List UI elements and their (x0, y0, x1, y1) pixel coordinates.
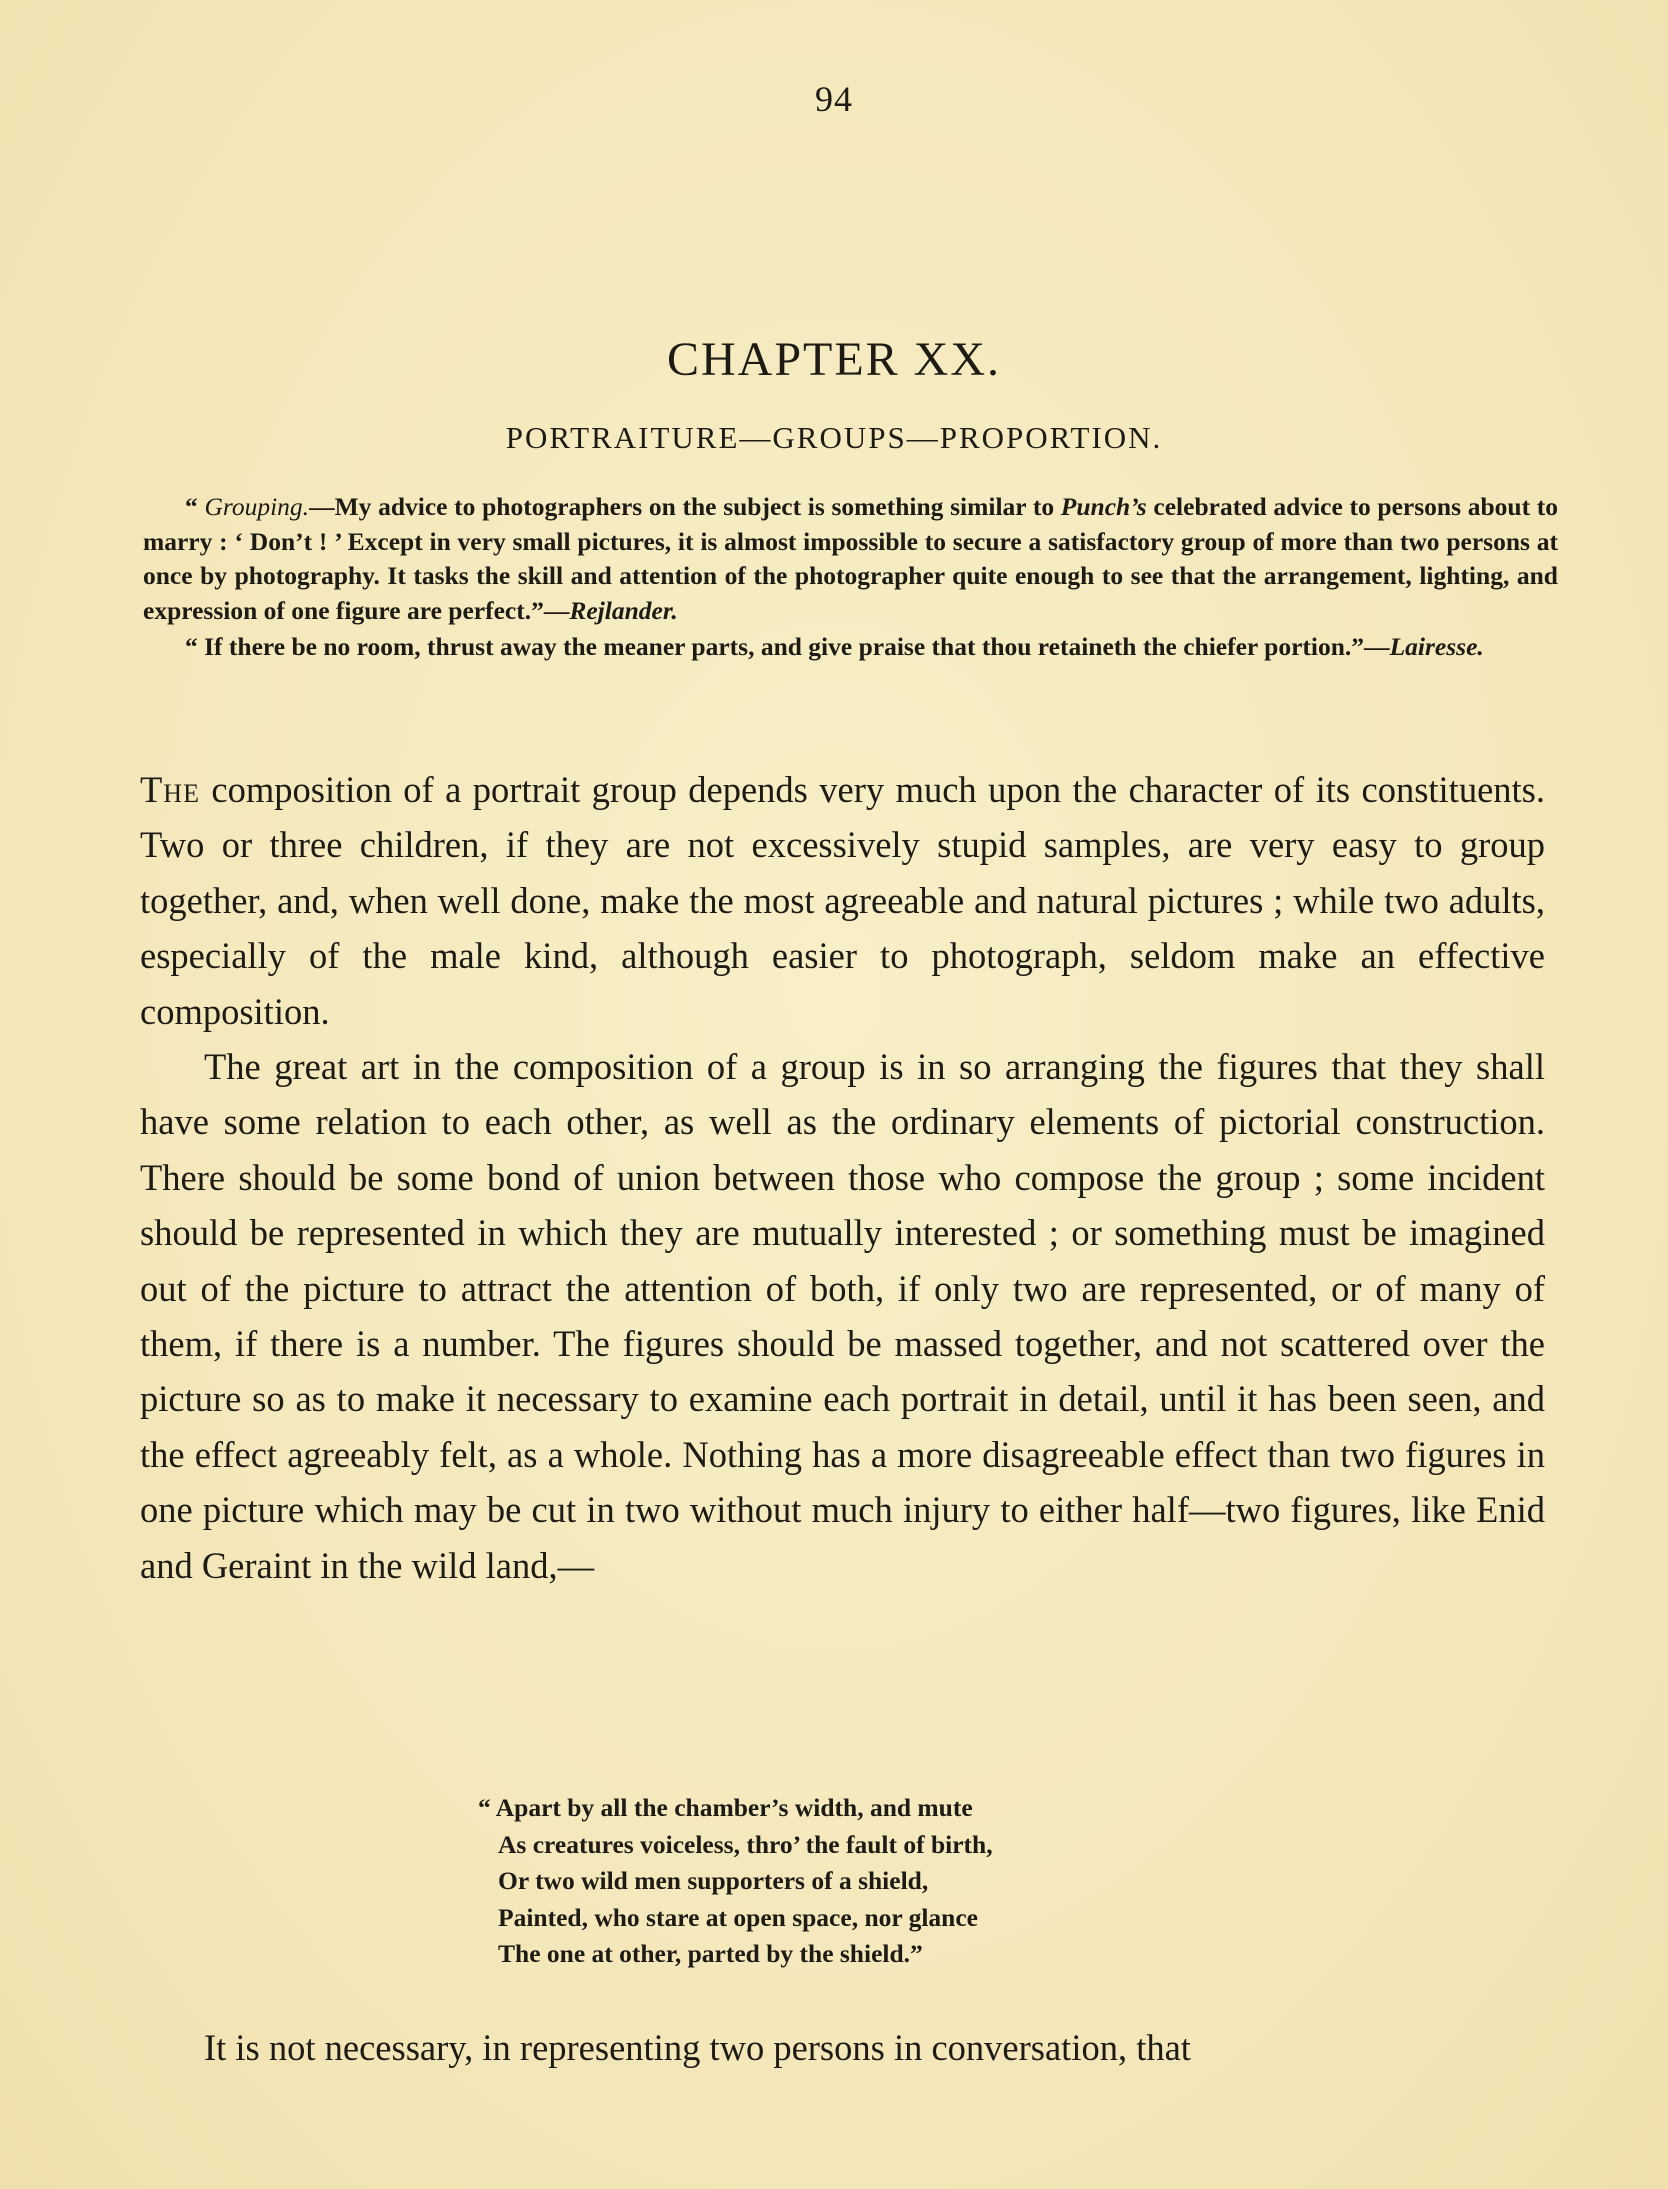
poem-line: The one at other, parted by the shield.” (498, 1939, 923, 1968)
epigraph-open-quote: “ (185, 492, 205, 521)
chapter-title: CHAPTER XX. (666, 333, 1002, 386)
paragraph-text: composition of a portrait group depends very much upon the character of its constituents. Two or three children, if they are not excessively stupid samples, are very easy to group together, and, when well done, make the most agreeable and natural pictures ; while two adults, especially of the male kind, although easier to photograph, seldom make an effective composition. (140, 769, 1545, 1032)
poem-line: “ Apart by all the chamber’s width, and mute (478, 1793, 973, 1822)
page-number: 94 (815, 79, 853, 119)
epigraph-attribution: Rejlander. (569, 595, 678, 625)
epigraph-text-continued: celebrated advice to persons about to marry : ‘ Don’t ! ’ Except in very small pictures, it is almost impossible to secure a satisfactory group of more than two persons at once by photography. It tasks the skill and attention of the photographer quite enough to see that the arrangement, lighting, and expression of one figure are perfect.”— (143, 492, 1559, 625)
epigraph-lairesse (143, 630, 1558, 665)
epigraph-punch: Punch’s (1060, 492, 1147, 521)
chapter-subtitle: PORTRAITURE—GROUPS—PROPORTION. (505, 420, 1163, 455)
poem-quotation (478, 1790, 1298, 1973)
body-text (140, 762, 1545, 1593)
paragraph-lead-word: The (140, 769, 200, 810)
epigraph-text: “ If there be no room, thrust away the meaner parts, and give praise that thou retaineth the chiefer portion.”— (185, 632, 1390, 662)
poem-line: As creatures voiceless, thro’ the fault of birth, (498, 1829, 993, 1859)
paragraph (140, 762, 1545, 1039)
epigraph-attribution: Lairesse. (1389, 632, 1484, 662)
epigraph-text: —My advice to photographers on the subject is something similar to (309, 492, 1061, 521)
closing-paragraph: It is not necessary, in representing two persons in conversation, that (204, 2027, 1191, 2068)
poem-line: Or two wild men supporters of a shield, (498, 1866, 929, 1895)
paragraph: The great art in the composition of a group is in so arranging the figures that they shall have some relation to each other, as well as the ordinary elements of pictorial construction. There should be some bond of union between those who compose the group ; some incident should be represented in which they are mutually interested ; or something must be imagined out of the picture to attract the attention of both, if only two are represented, or of many of them, if there is a number. The figures should be massed together, and not scattered over the picture so as to make it necessary to examine each portrait in detail, until it has been seen, and the effect agreeably felt, as a whole. Nothing has a more disagreeable effect than two figures in one picture which may be cut in two without much injury to either half—two figures, like Enid and Geraint in the wild land,— (140, 1046, 1545, 1586)
epigraph-lead-term: Grouping. (204, 492, 310, 521)
poem-line: Painted, who stare at open space, nor glance (498, 1902, 979, 1932)
epigraph-rejlander (143, 490, 1558, 628)
epigraphs (143, 490, 1558, 665)
